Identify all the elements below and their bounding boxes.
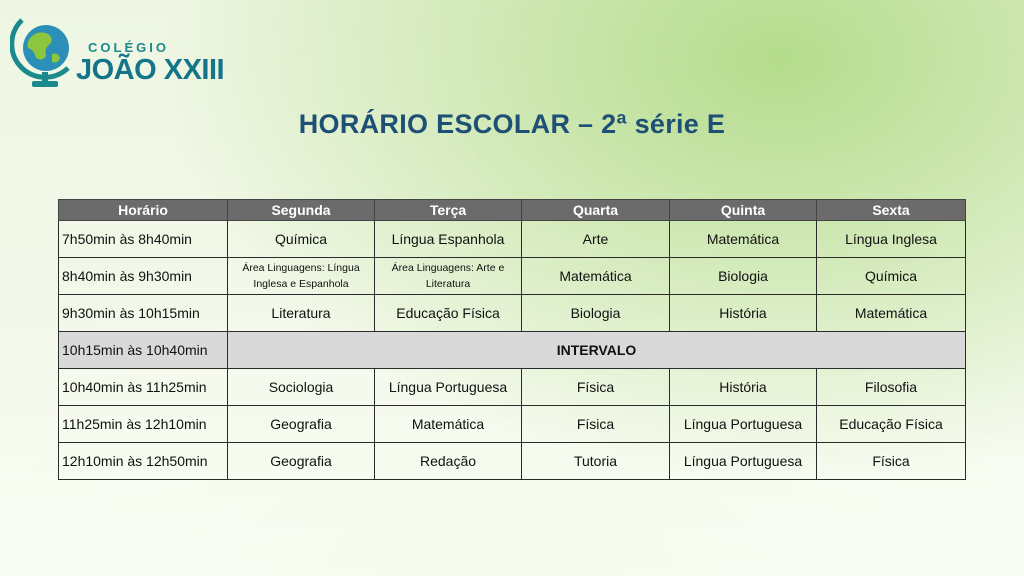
- class-cell: Língua Portuguesa: [670, 443, 817, 480]
- class-cell: Química: [228, 221, 375, 258]
- schedule-table: [58, 199, 966, 480]
- class-cell: Matemática: [817, 295, 966, 332]
- class-cell: Biologia: [522, 295, 670, 332]
- time-cell: 9h30min às 10h15min: [59, 295, 228, 332]
- class-cell: Língua Portuguesa: [670, 406, 817, 443]
- class-cell: Literatura: [228, 295, 375, 332]
- class-cell: Redação: [375, 443, 522, 480]
- table-row: [59, 295, 966, 332]
- class-cell: História: [670, 369, 817, 406]
- class-cell: Matemática: [670, 221, 817, 258]
- class-cell: Educação Física: [375, 295, 522, 332]
- class-cell: História: [670, 295, 817, 332]
- class-cell: Área Linguagens: Arte e Literatura: [375, 258, 522, 295]
- class-cell: Filosofia: [817, 369, 966, 406]
- time-cell: 8h40min às 9h30min: [59, 258, 228, 295]
- logo-name: JOÃO XXIII: [76, 54, 225, 86]
- logo-subtitle: COLÉGIO: [88, 40, 169, 55]
- class-cell: Geografia: [228, 406, 375, 443]
- class-cell: Tutoria: [522, 443, 670, 480]
- header-cell-sexta: Sexta: [817, 200, 966, 221]
- table-row: [59, 443, 966, 480]
- table-row: [59, 406, 966, 443]
- class-cell: Química: [817, 258, 966, 295]
- time-cell: 7h50min às 8h40min: [59, 221, 228, 258]
- class-cell: Arte: [522, 221, 670, 258]
- class-cell: Física: [522, 369, 670, 406]
- class-cell: Língua Inglesa: [817, 221, 966, 258]
- class-cell: Geografia: [228, 443, 375, 480]
- class-cell: Língua Espanhola: [375, 221, 522, 258]
- time-cell: 10h15min às 10h40min: [59, 332, 228, 369]
- class-cell: Matemática: [522, 258, 670, 295]
- time-cell: 10h40min às 11h25min: [59, 369, 228, 406]
- table-row: [59, 369, 966, 406]
- interval-cell: INTERVALO: [228, 332, 966, 369]
- page-title: HORÁRIO ESCOLAR – 2ª série E: [298, 109, 726, 139]
- class-cell: Física: [522, 406, 670, 443]
- header-row: [59, 200, 966, 221]
- interval-row: [59, 332, 966, 369]
- class-cell: Matemática: [375, 406, 522, 443]
- time-cell: 12h10min às 12h50min: [59, 443, 228, 480]
- class-cell: Sociologia: [228, 369, 375, 406]
- class-cell: Língua Portuguesa: [375, 369, 522, 406]
- header-cell-terca: Terça: [375, 200, 522, 221]
- class-cell: Biologia: [670, 258, 817, 295]
- globe-icon: [10, 12, 80, 92]
- class-cell: Educação Física: [817, 406, 966, 443]
- time-cell: 11h25min às 12h10min: [59, 406, 228, 443]
- school-logo: [10, 12, 240, 92]
- table-row: [59, 221, 966, 258]
- header-cell-quinta: Quinta: [670, 200, 817, 221]
- header-cell-quarta: Quarta: [522, 200, 670, 221]
- class-cell: Física: [817, 443, 966, 480]
- class-cell: Área Linguagens: Língua Inglesa e Espanhola: [228, 258, 375, 295]
- table-row: [59, 258, 966, 295]
- header-cell-segunda: Segunda: [228, 200, 375, 221]
- header-cell-horario: Horário: [59, 200, 228, 221]
